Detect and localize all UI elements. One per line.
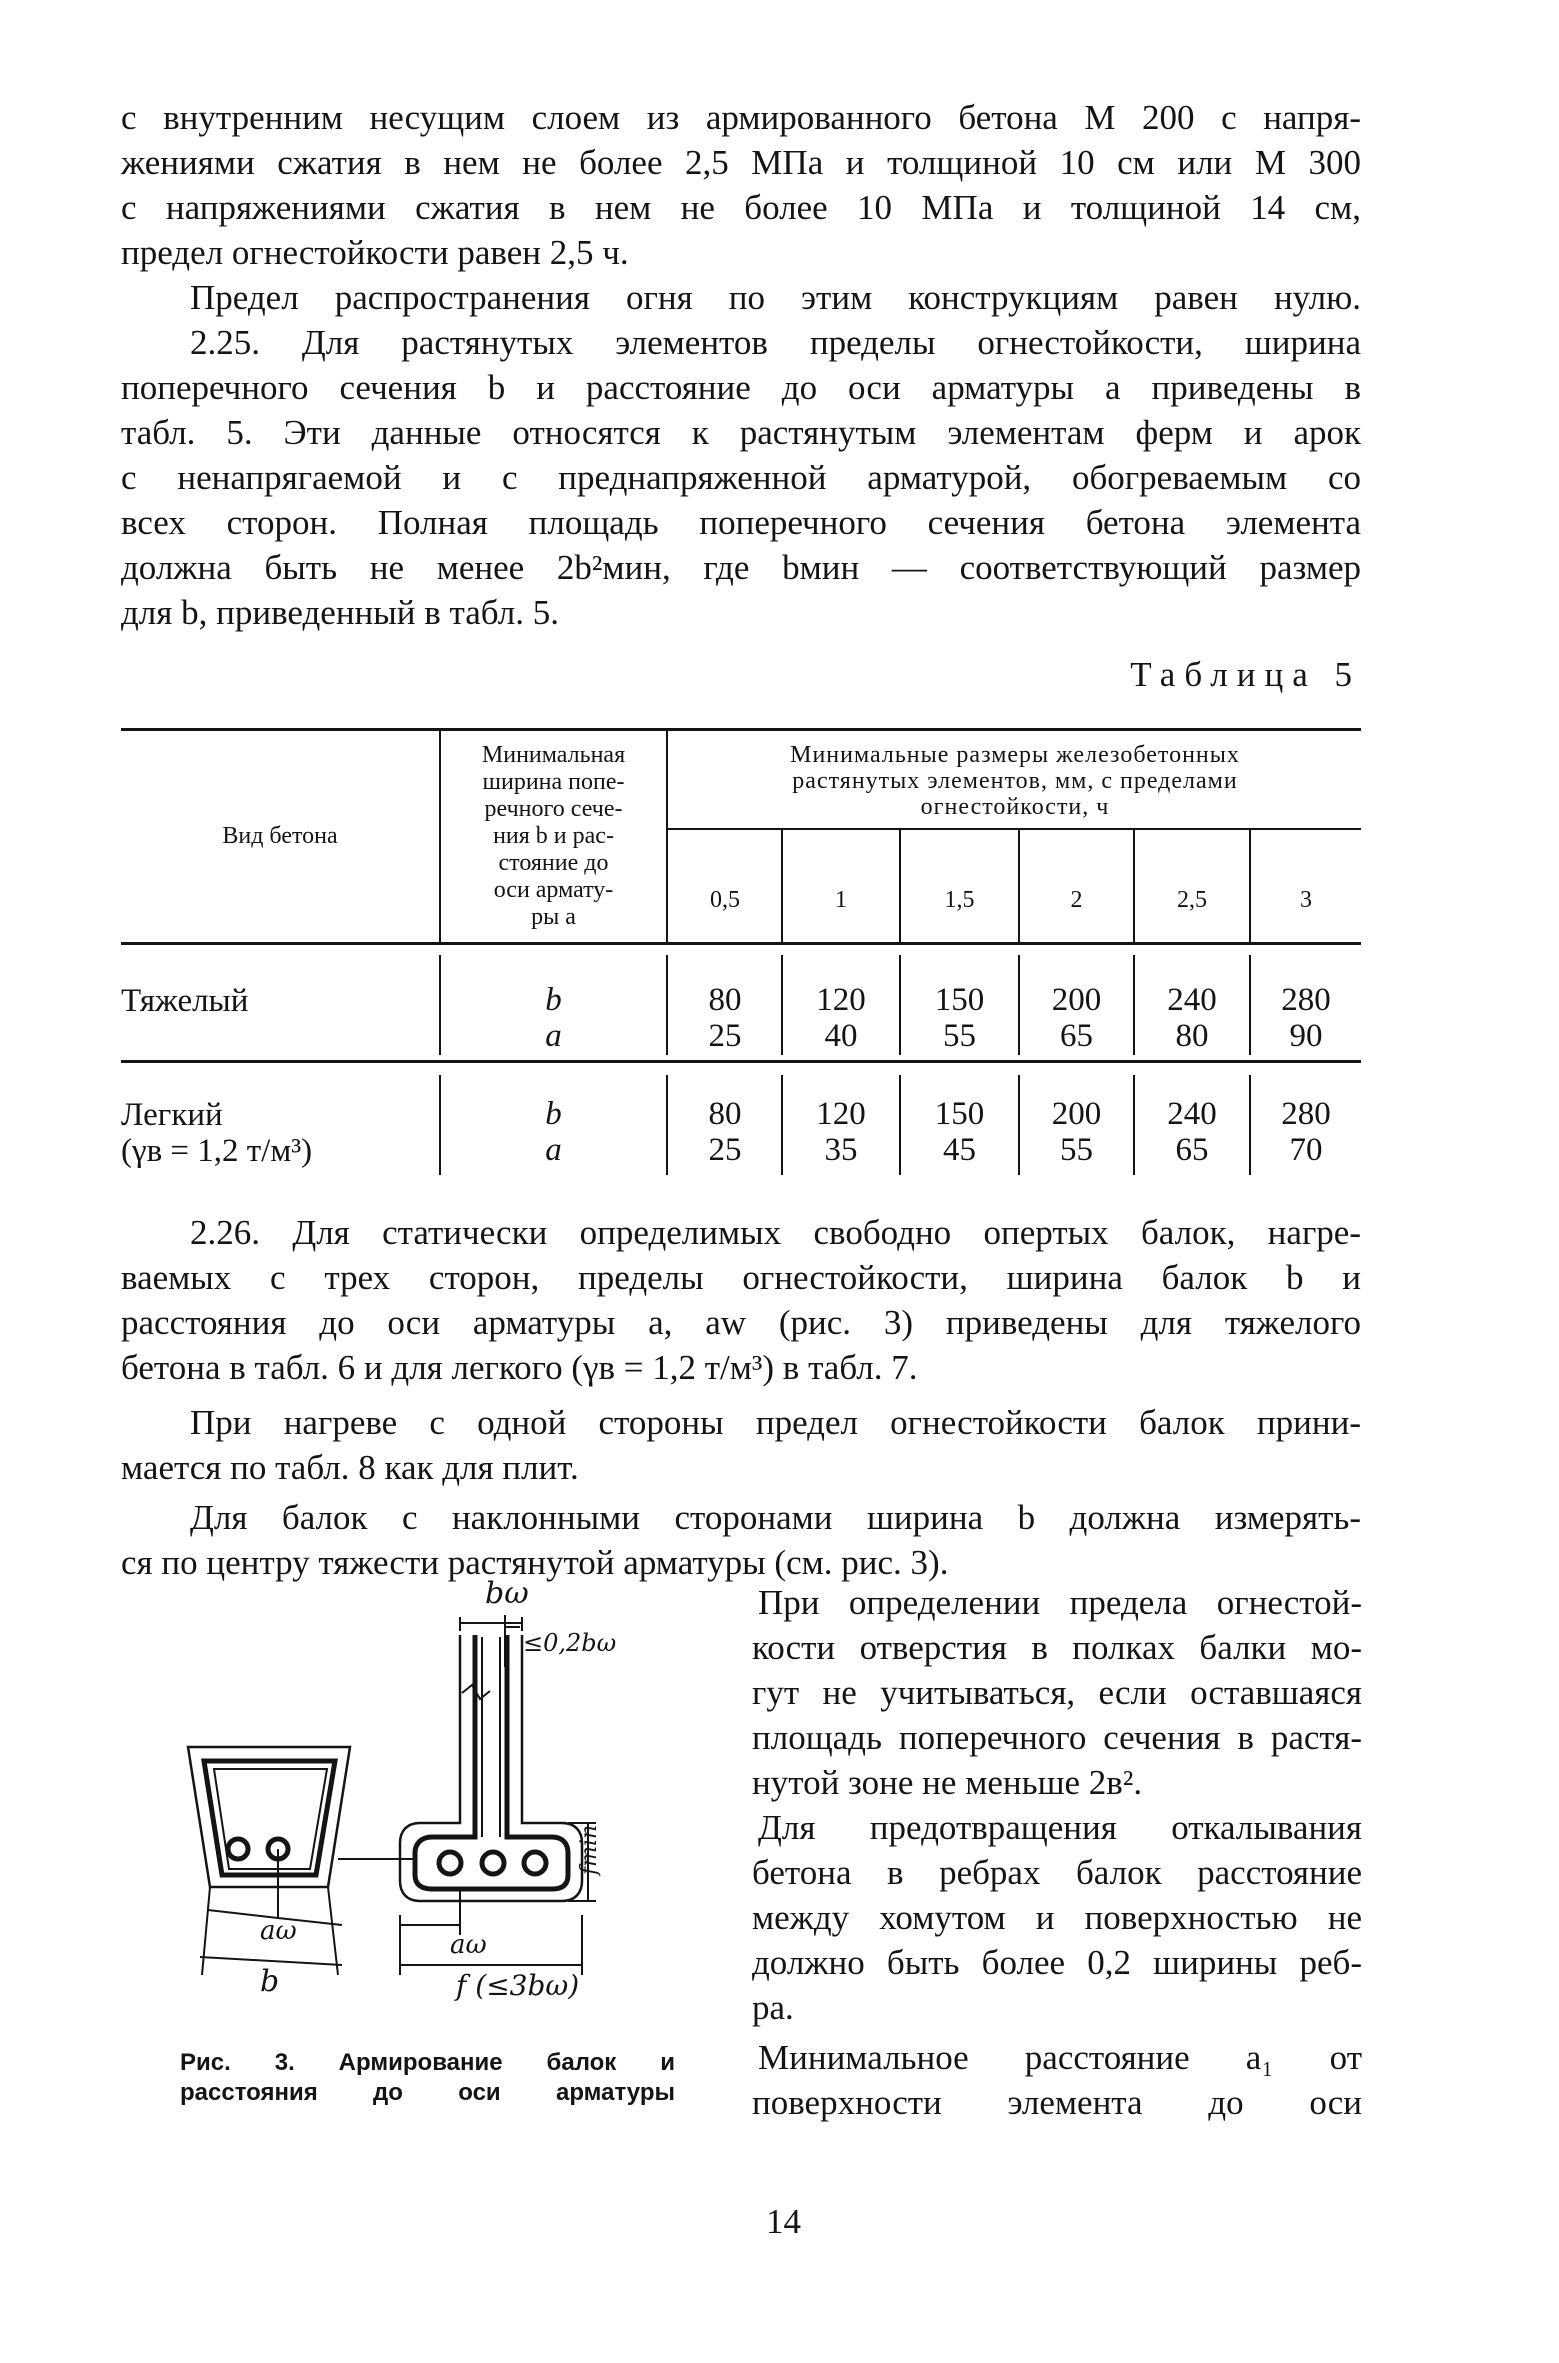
- text-line: между хомутом и поверхностью не: [752, 1898, 1362, 1937]
- fire-limit: 1: [835, 887, 847, 913]
- cell-b: 120: [816, 982, 866, 1018]
- table-col-rule: [666, 1075, 668, 1175]
- text-line: поперечного сечения b и расстояние до оси арматуры a приведены в: [121, 368, 1361, 407]
- label-b: b: [260, 1964, 280, 1999]
- header-kind: Вид бетона: [222, 823, 338, 849]
- table-caption: Таблица 5: [1130, 655, 1361, 694]
- cell-a: 65: [1175, 1132, 1209, 1168]
- header-param-line: оси армату-: [493, 877, 614, 903]
- header-group: [669, 742, 1361, 820]
- param-label: a: [545, 1132, 562, 1168]
- text-line: жениями сжатия в нем не более 2,5 МПа и толщиной 10 см или М 300: [121, 143, 1361, 182]
- table-rule: [666, 828, 1361, 830]
- cell-a: 25: [708, 1018, 742, 1054]
- text-line: ся по центру тяжести растянутой арматуры (см. рис. 3).: [121, 1543, 949, 1582]
- text-line: расстояния до оси арматуры a, aw (рис. 3) приведены для тяжелого: [121, 1303, 1361, 1342]
- figure-caption: Рис. 3. Армирование балок и: [180, 2049, 675, 2076]
- label-f: f (≤3bω): [456, 1969, 580, 2002]
- header-param: [441, 742, 666, 931]
- section-2-26-line: 2.26. Для статически определимых свободно опертых балок, нагре-: [190, 1213, 1361, 1252]
- page-number: 14: [766, 2202, 801, 2241]
- cell-b: 150: [934, 1096, 985, 1132]
- text-line: с внутренним несущим слоем из армированного бетона М 200 с напря-: [121, 98, 1361, 137]
- text-line: бетона в табл. 6 и для легкого (γв = 1,2 т/м³) в табл. 7.: [121, 1348, 918, 1387]
- text-line: бетона в ребрах балок расстояние: [752, 1853, 1362, 1892]
- text-line: Минимальное расстояние a₁ от: [758, 2038, 1362, 2077]
- text-line: предел огнестойкости равен 2,5 ч.: [121, 233, 629, 272]
- cell-a: 40: [824, 1018, 858, 1054]
- row-kind: Тяжелый: [121, 983, 249, 1019]
- param-label: b: [545, 982, 562, 1018]
- row-kind: Легкий: [121, 1097, 223, 1133]
- header-param-line: речного сече-: [484, 796, 623, 822]
- table-col-rule: [666, 730, 668, 942]
- figure-caption: расстояния до оси арматуры: [180, 2079, 675, 2106]
- cell-b: 280: [1281, 1096, 1331, 1132]
- text-line: с ненапрягаемой и с преднапряженной арматурой, обогреваемым со: [121, 458, 1361, 497]
- header-param-line: ния b и рас-: [493, 823, 614, 849]
- text-line: должно быть более 0,2 ширины реб-: [752, 1943, 1362, 1982]
- header-group-line: огнестойкости, ч: [920, 794, 1110, 820]
- table-col-rule: [1018, 830, 1020, 942]
- beam-reinforcement-drawing: [160, 1575, 680, 2015]
- text-line: Для предотвращения откалывания: [758, 1808, 1362, 1847]
- text-line: ра.: [752, 1988, 794, 2027]
- header-group-line: растянутых элементов, мм, с пределами: [792, 768, 1238, 794]
- label-bw: bω: [485, 1576, 529, 1611]
- rebar-circle: [228, 1839, 248, 1859]
- label-le: ≤0,2bω: [523, 1629, 617, 1657]
- cell-a: 45: [943, 1132, 976, 1168]
- cell-a: 25: [708, 1132, 742, 1168]
- rebar-circle: [482, 1852, 504, 1874]
- text-line: Предел распространения огня по этим конструкциям равен нулю.: [190, 278, 1361, 317]
- text-line: для b, приведенный в табл. 5.: [121, 593, 559, 632]
- table-rule: [121, 1060, 1361, 1063]
- header-param-line: ры a: [531, 904, 576, 930]
- header-param-line: Минимальная: [481, 742, 626, 768]
- table-5: [121, 720, 1361, 1180]
- label-aw-right: aω: [450, 1930, 487, 1960]
- cell-a: 55: [1060, 1132, 1093, 1168]
- text-line: При определении предела огнестой-: [758, 1583, 1362, 1622]
- fire-limit: 1,5: [944, 887, 975, 913]
- cell-b: 150: [934, 982, 985, 1018]
- cell-a: 35: [824, 1132, 858, 1168]
- text-line: Для балок с наклонными сторонами ширина b должна измерять-: [190, 1498, 1361, 1537]
- cell-b: 280: [1281, 982, 1331, 1018]
- fire-limit: 2,5: [1177, 887, 1207, 913]
- text-line: гут не учитываться, если оставшаяся: [752, 1673, 1362, 1712]
- fire-limit: 3: [1300, 887, 1312, 913]
- param-label: b: [545, 1096, 562, 1132]
- text-line: мается по табл. 8 как для плит.: [121, 1448, 579, 1487]
- rebar-circle: [439, 1852, 461, 1874]
- header-group-line: Минимальные размеры железобетонных: [790, 742, 1240, 768]
- text-line: поверхности элемента до оси: [752, 2083, 1362, 2122]
- text-line: табл. 5. Эти данные относятся к растянутым элементам ферм и арок: [121, 413, 1361, 452]
- text-line: При нагреве с одной стороны предел огнестойкости балок прини-: [190, 1403, 1361, 1442]
- cell-b: 80: [708, 982, 742, 1018]
- text-line: площадь поперечного сечения в растя-: [752, 1718, 1362, 1757]
- section-2-25-line: 2.25. Для растянутых элементов пределы огнестойкости, ширина: [190, 323, 1361, 362]
- text-line: всех сторон. Полная площадь поперечного сечения бетона элемента: [121, 503, 1361, 542]
- text-line: нутой зоне не меньше 2в².: [752, 1763, 1143, 1802]
- text-line: ваемых с трех сторон, пределы огнестойкости, ширина балок b и: [121, 1258, 1361, 1297]
- table-rule: [121, 942, 1361, 945]
- text-line: кости отверстия в полках балки мо-: [752, 1628, 1362, 1667]
- cell-b: 80: [708, 1096, 742, 1132]
- label-fmin: fmin: [577, 1824, 602, 1875]
- cell-a: 55: [943, 1018, 976, 1054]
- cell-b: 240: [1167, 982, 1217, 1018]
- table-col-rule: [781, 830, 783, 942]
- t-beam-outline: [400, 1635, 582, 1901]
- cell-a: 70: [1289, 1132, 1323, 1168]
- cell-b: 240: [1167, 1096, 1217, 1132]
- label-aw-left: aω: [260, 1916, 297, 1946]
- table-col-rule: [666, 955, 668, 1055]
- cell-b: 200: [1051, 982, 1102, 1018]
- text-line: должна быть не менее 2b²мин, где bмин — соответствующий размер: [121, 548, 1361, 587]
- fire-limit: 0,5: [710, 887, 740, 913]
- row-kind-note: (γв = 1,2 т/м³): [121, 1133, 313, 1169]
- header-param-line: ширина попе-: [482, 769, 625, 795]
- table-col-rule: [1249, 830, 1251, 942]
- header-param-line: стояние до: [498, 850, 609, 876]
- figure-3: [160, 1575, 680, 2015]
- param-label: a: [545, 1018, 562, 1054]
- cell-a: 65: [1060, 1018, 1093, 1054]
- cell-a: 90: [1289, 1018, 1323, 1054]
- cell-b: 120: [816, 1096, 866, 1132]
- cell-a: 80: [1175, 1018, 1209, 1054]
- table-rule: [121, 728, 1361, 731]
- table-col-rule: [1133, 830, 1135, 942]
- text-line: с напряжениями сжатия в нем не более 10 МПа и толщиной 14 см,: [121, 188, 1361, 227]
- rebar-circle: [524, 1852, 546, 1874]
- cell-b: 200: [1051, 1096, 1102, 1132]
- table-col-rule: [899, 830, 901, 942]
- fire-limit: 2: [1070, 887, 1083, 913]
